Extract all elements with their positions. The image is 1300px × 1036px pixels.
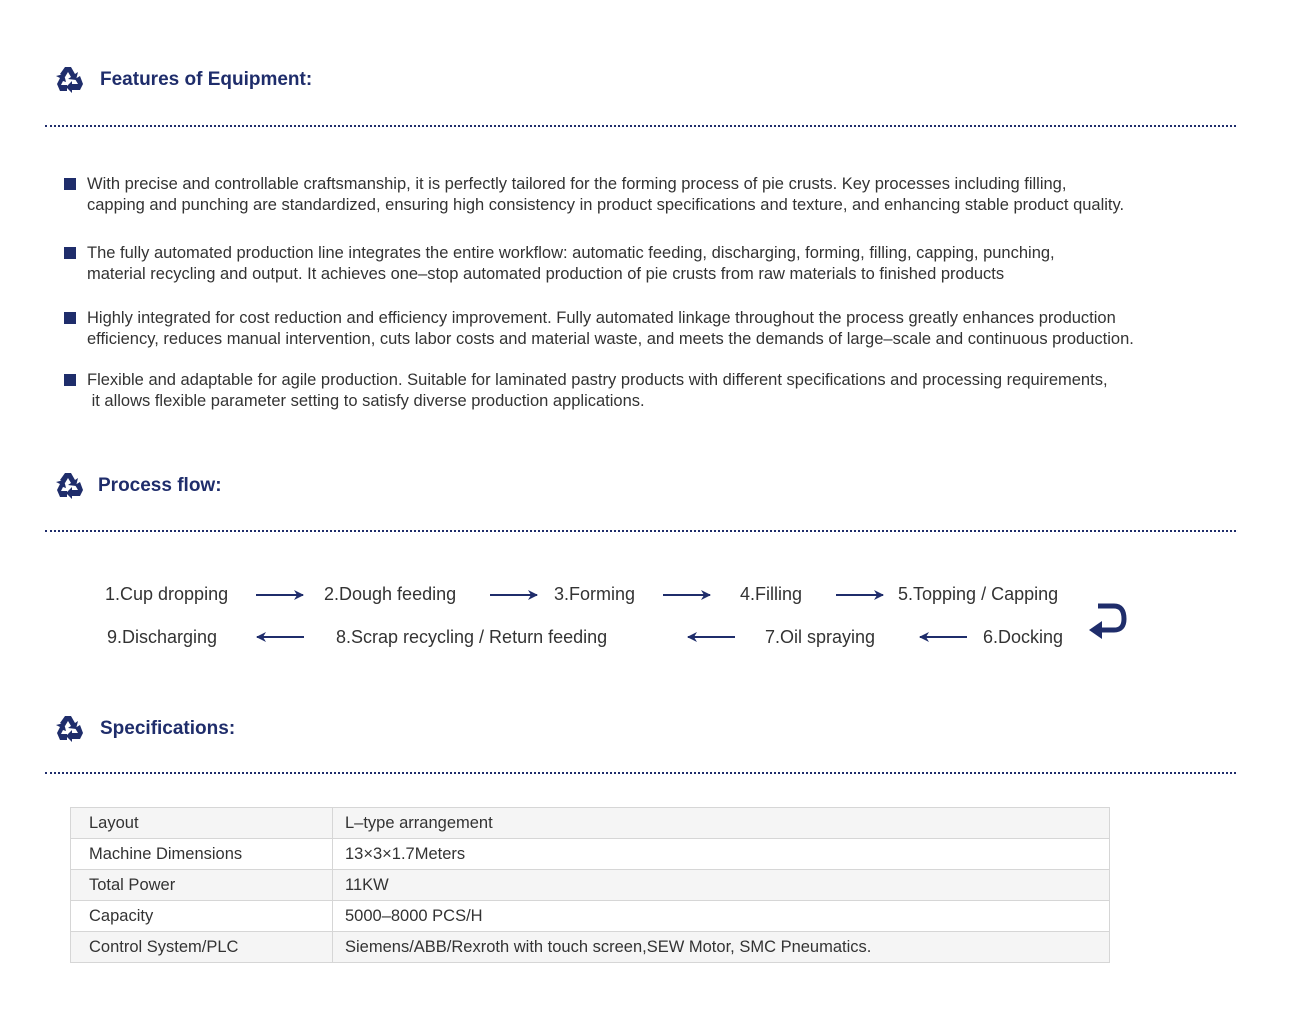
flow-step: 8.Scrap recycling / Return feeding <box>336 627 608 647</box>
flow-step: 2.Dough feeding <box>324 584 457 604</box>
flow-step: 1.Cup dropping <box>105 584 229 604</box>
feature-line: material recycling and output. It achieves one–stop automated production of pie crusts from raw materials to finished products <box>87 265 1005 283</box>
bullet-square-icon <box>64 178 76 190</box>
list-item <box>64 370 1254 412</box>
spec-table <box>70 807 1110 963</box>
table-row <box>71 901 1110 932</box>
recycle-icon <box>52 711 88 747</box>
table-row <box>71 808 1110 839</box>
return-arrow-icon <box>1086 600 1132 640</box>
flow-step: 7.Oil spraying <box>765 627 876 647</box>
spec-key: Machine Dimensions <box>71 839 333 870</box>
flow-step: 3.Forming <box>554 584 636 604</box>
spec-value: L–type arrangement <box>333 808 1110 839</box>
feature-line: efficiency, reduces manual intervention, cuts labor costs and material waste, and meets the demands of large–scale and continuous production. <box>87 330 1134 348</box>
feature-line: Highly integrated for cost reduction and efficiency improvement. Fully automated linkage throughout the process greatly enhances production <box>87 309 1116 327</box>
spec-header <box>52 711 235 747</box>
flow-step: 6.Docking <box>983 627 1064 647</box>
features-title: Features of Equipment: <box>100 69 313 90</box>
divider <box>45 530 1236 532</box>
bullet-square-icon <box>64 247 76 259</box>
divider <box>45 125 1236 127</box>
flow-step: 4.Filling <box>740 584 803 604</box>
list-item <box>64 243 1254 285</box>
flow-step: 9.Discharging <box>107 627 218 647</box>
table-row <box>71 932 1110 963</box>
spec-key: Layout <box>71 808 333 839</box>
list-item <box>64 308 1254 350</box>
feature-line: With precise and controllable craftsmanship, it is perfectly tailored for the forming process of pie crusts. Key processes including filling, <box>87 175 1067 193</box>
bullet-square-icon <box>64 312 76 324</box>
recycle-icon <box>52 468 88 504</box>
spec-key: Capacity <box>71 901 333 932</box>
bullet-square-icon <box>64 374 76 386</box>
recycle-icon <box>52 62 88 98</box>
feature-line: it allows flexible parameter setting to satisfy diverse production applications. <box>87 392 645 410</box>
table-row <box>71 839 1110 870</box>
arrow-left-icon <box>255 629 305 645</box>
arrow-right-icon <box>835 587 885 603</box>
process-title: Process flow: <box>98 475 222 496</box>
arrow-right-icon <box>255 587 305 603</box>
arrow-right-icon <box>662 587 712 603</box>
feature-line: capping and punching are standardized, ensuring high consistency in product specifications and texture, and enhancing stable product quality. <box>87 196 1125 214</box>
spec-value: Siemens/ABB/Rexroth with touch screen,SEW Motor, SMC Pneumatics. <box>333 932 1110 963</box>
features-list <box>64 174 1254 412</box>
list-item <box>64 174 1254 216</box>
spec-key: Total Power <box>71 870 333 901</box>
spec-key: Control System/PLC <box>71 932 333 963</box>
process-header <box>52 468 222 504</box>
arrow-left-icon <box>918 629 968 645</box>
spec-value: 11KW <box>333 870 1110 901</box>
flow-step: 5.Topping / Capping <box>898 584 1059 604</box>
divider <box>45 772 1236 774</box>
spec-value: 5000–8000 PCS/H <box>333 901 1110 932</box>
feature-line: Flexible and adaptable for agile production. Suitable for laminated pastry products with different specifications and processing requirements, <box>87 371 1108 389</box>
table-row <box>71 870 1110 901</box>
arrow-right-icon <box>489 587 539 603</box>
feature-line: The fully automated production line integrates the entire workflow: automatic feeding, discharging, forming, filling, capping, punching, <box>87 244 1055 262</box>
spec-title: Specifications: <box>100 718 236 739</box>
features-header <box>52 62 312 98</box>
arrow-left-icon <box>686 629 736 645</box>
spec-value: 13×3×1.7Meters <box>333 839 1110 870</box>
